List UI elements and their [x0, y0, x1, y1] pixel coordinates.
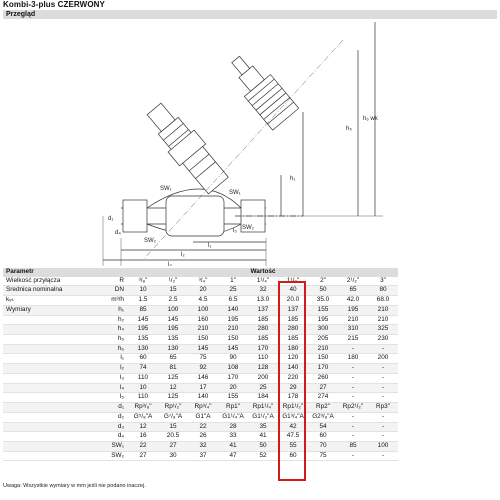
table-cell: Rp³/₄": [188, 403, 218, 413]
table-cell: 145: [128, 315, 158, 325]
table-row: [3, 373, 398, 383]
table-cell: Rp1": [218, 403, 248, 413]
table-cell: 22: [188, 422, 218, 432]
table-cell: 195: [158, 325, 188, 335]
table-cell: 150: [188, 335, 218, 345]
table-cell: 2.5: [158, 296, 188, 306]
product-title: Kombi-3-plus CZERWONY: [3, 0, 105, 9]
table-cell: 50: [248, 441, 278, 451]
table-cell: 155: [308, 305, 338, 315]
table-cell: 210: [368, 315, 398, 325]
table-cell: 137: [248, 305, 278, 315]
table-cell: 300: [308, 325, 338, 335]
dim-label-l5: l₅: [233, 228, 237, 234]
row-label: [3, 393, 85, 403]
table-cell: 60: [278, 451, 308, 461]
table-cell: 125: [158, 393, 188, 403]
table-row: [3, 354, 398, 364]
table-row: [3, 325, 398, 335]
table-cell: 145: [188, 344, 218, 354]
row-symbol: l₂: [85, 364, 128, 374]
table-cell: 125: [158, 373, 188, 383]
table-cell: 22: [128, 441, 158, 451]
table-cell: 140: [188, 393, 218, 403]
table-cell: 274: [308, 393, 338, 403]
table-row: [3, 412, 398, 422]
table-cell: 210: [368, 305, 398, 315]
overview-section-header: Przegląd: [3, 10, 497, 19]
table-cell: -: [368, 364, 398, 374]
table-cell: ¹/₂": [158, 277, 188, 286]
table-cell: 27: [128, 451, 158, 461]
row-symbol: d₁: [85, 403, 128, 413]
table-cell: 145: [218, 344, 248, 354]
row-label: [3, 432, 85, 442]
table-cell: 140: [218, 305, 248, 315]
table-cell: G1¹/₄"A: [218, 412, 248, 422]
table-cell: 100: [188, 305, 218, 315]
table-cell: 20: [188, 286, 218, 296]
table-cell: 108: [218, 364, 248, 374]
table-cell: G1¹/₂"A: [248, 412, 278, 422]
table-cell: 32: [248, 286, 278, 296]
table-row: [3, 364, 398, 374]
table-cell: 146: [188, 373, 218, 383]
table-cell: 75: [188, 354, 218, 364]
table-cell: 170: [308, 364, 338, 374]
row-symbol: l₄: [85, 383, 128, 393]
table-cell: 180: [278, 344, 308, 354]
row-symbol: SW₁: [85, 441, 128, 451]
row-label: Średnica nominalna: [3, 286, 85, 296]
table-cell: 85: [128, 305, 158, 315]
table-cell: G⁷/₈"A: [158, 412, 188, 422]
table-cell: 33: [218, 432, 248, 442]
dim-label-h6: h₆ wk: [363, 116, 378, 122]
table-cell: 205: [308, 335, 338, 345]
valve-technical-drawing: [3, 20, 497, 266]
table-cell: 27: [308, 383, 338, 393]
table-row: [3, 277, 398, 286]
table-cell: 1¹/₂": [278, 277, 308, 286]
table-cell: 35: [248, 422, 278, 432]
table-cell: 20.0: [278, 296, 308, 306]
table-row: [3, 335, 398, 345]
table-cell: 2¹/₂": [338, 277, 368, 286]
table-cell: Rp1¹/₄": [248, 403, 278, 413]
table-cell: G1³/₄"A: [278, 412, 308, 422]
table-cell: 3": [368, 277, 398, 286]
table-cell: 178: [278, 393, 308, 403]
table-cell: 65: [158, 354, 188, 364]
spec-table: [3, 268, 398, 461]
row-label: [3, 451, 85, 461]
table-cell: 29: [278, 383, 308, 393]
table-cell: 145: [158, 315, 188, 325]
table-header-row: [3, 268, 398, 277]
table-cell: 325: [368, 325, 398, 335]
table-cell: 185: [248, 335, 278, 345]
table-cell: 10: [128, 383, 158, 393]
table-cell: 90: [218, 354, 248, 364]
table-cell: 120: [278, 354, 308, 364]
table-cell: 210: [188, 325, 218, 335]
table-cell: -: [368, 383, 398, 393]
row-symbol: l₁: [85, 354, 128, 364]
table-cell: 15: [158, 286, 188, 296]
table-row: [3, 432, 398, 442]
row-symbol: l₃: [85, 373, 128, 383]
table-cell: 150: [308, 354, 338, 364]
table-cell: 184: [248, 393, 278, 403]
row-symbol: h₂: [85, 315, 128, 325]
row-label: [3, 422, 85, 432]
table-cell: 70: [308, 441, 338, 451]
row-label: [3, 373, 85, 383]
table-cell: 85: [338, 441, 368, 451]
table-cell: 210: [308, 344, 338, 354]
table-cell: 195: [128, 325, 158, 335]
row-symbol: h₄: [85, 325, 128, 335]
table-row: [3, 344, 398, 354]
table-cell: 20.5: [158, 432, 188, 442]
table-cell: 150: [218, 335, 248, 345]
table-cell: 17: [188, 383, 218, 393]
row-label: [3, 412, 85, 422]
row-label: [3, 315, 85, 325]
table-row: [3, 286, 398, 296]
dim-label-sw2-left: SW₂: [144, 238, 156, 244]
table-row: [3, 315, 398, 325]
table-cell: 12: [158, 383, 188, 393]
table-cell: Rp3": [368, 403, 398, 413]
table-cell: 200: [248, 373, 278, 383]
table-cell: 81: [158, 364, 188, 374]
table-cell: 65: [338, 286, 368, 296]
table-cell: ³/₄": [188, 277, 218, 286]
value-header: Wartość: [128, 268, 398, 277]
table-cell: -: [368, 344, 398, 354]
param-header: Parametr: [3, 268, 128, 277]
table-cell: -: [338, 451, 368, 461]
table-cell: -: [368, 451, 398, 461]
table-cell: G1"A: [188, 412, 218, 422]
table-cell: 135: [128, 335, 158, 345]
table-cell: 310: [338, 325, 368, 335]
table-cell: 41: [248, 432, 278, 442]
table-cell: 210: [338, 315, 368, 325]
table-cell: 6.5: [218, 296, 248, 306]
table-cell: 37: [188, 451, 218, 461]
table-cell: 195: [338, 305, 368, 315]
table-cell: 110: [128, 393, 158, 403]
table-row: [3, 451, 398, 461]
table-cell: 140: [278, 364, 308, 374]
table-cell: 32: [188, 441, 218, 451]
table-cell: 25: [248, 383, 278, 393]
table-cell: 2": [308, 277, 338, 286]
table-cell: 200: [368, 354, 398, 364]
table-cell: 52: [248, 451, 278, 461]
table-cell: 68.0: [368, 296, 398, 306]
table-cell: 280: [248, 325, 278, 335]
table-cell: 130: [128, 344, 158, 354]
table-cell: 185: [248, 315, 278, 325]
table-cell: 1": [218, 277, 248, 286]
table-cell: Rp2¹/₂": [338, 403, 368, 413]
row-symbol: DN: [85, 286, 128, 296]
row-label: [3, 441, 85, 451]
table-cell: -: [338, 383, 368, 393]
table-cell: 28: [218, 422, 248, 432]
table-cell: 75: [308, 451, 338, 461]
row-label: Wielkość przyłącza: [3, 277, 85, 286]
table-cell: 100: [158, 305, 188, 315]
table-cell: 50: [308, 286, 338, 296]
table-cell: 128: [248, 364, 278, 374]
table-cell: 137: [278, 305, 308, 315]
table-cell: 1¹/₄": [248, 277, 278, 286]
table-cell: ³/₈": [128, 277, 158, 286]
table-cell: 195: [218, 315, 248, 325]
dim-label-d4: d₄: [115, 230, 121, 236]
table-row: [3, 393, 398, 403]
dim-label-sw1-left: SW₁: [160, 186, 172, 192]
table-cell: Rp¹/₂": [158, 403, 188, 413]
table-cell: 4.5: [188, 296, 218, 306]
table-cell: -: [368, 373, 398, 383]
row-label: [3, 403, 85, 413]
dim-label-sw1-right: SW₁: [229, 190, 241, 196]
table-cell: 170: [248, 344, 278, 354]
table-cell: -: [338, 432, 368, 442]
dim-label-l2: l₂: [181, 252, 185, 258]
table-cell: 185: [278, 315, 308, 325]
table-cell: 10: [128, 286, 158, 296]
table-row: [3, 383, 398, 393]
table-row: [3, 403, 398, 413]
table-cell: 215: [338, 335, 368, 345]
table-cell: 42: [278, 422, 308, 432]
table-cell: 20: [218, 383, 248, 393]
table-cell: 260: [308, 373, 338, 383]
table-cell: -: [368, 422, 398, 432]
table-cell: 185: [278, 335, 308, 345]
row-label: [3, 364, 85, 374]
table-cell: 13.0: [248, 296, 278, 306]
table-cell: -: [338, 344, 368, 354]
table-row: [3, 296, 398, 306]
row-symbol: SW₂: [85, 451, 128, 461]
row-symbol: d₂: [85, 412, 128, 422]
table-cell: 60: [308, 432, 338, 442]
table-cell: -: [368, 412, 398, 422]
dim-label-h1: h₁: [290, 176, 296, 182]
table-cell: 27: [158, 441, 188, 451]
table-cell: 130: [158, 344, 188, 354]
dim-label-sw2-right: SW₂: [242, 225, 254, 231]
table-cell: 47.5: [278, 432, 308, 442]
table-cell: 26: [188, 432, 218, 442]
dim-label-l3: l₃: [168, 262, 172, 266]
row-symbol: d₃: [85, 422, 128, 432]
table-cell: 135: [158, 335, 188, 345]
table-cell: -: [368, 432, 398, 442]
row-label: [3, 344, 85, 354]
table-cell: 60: [128, 354, 158, 364]
table-cell: 47: [218, 451, 248, 461]
table-cell: -: [338, 412, 368, 422]
row-symbol: h₅: [85, 335, 128, 345]
table-cell: Rp1¹/₂": [278, 403, 308, 413]
table-cell: -: [338, 373, 368, 383]
row-label: [3, 325, 85, 335]
table-cell: 230: [368, 335, 398, 345]
row-symbol: h₁: [85, 305, 128, 315]
table-cell: 195: [308, 315, 338, 325]
row-label: kᵥₛ: [3, 296, 85, 306]
table-cell: 110: [248, 354, 278, 364]
table-cell: G⁵/₈"A: [128, 412, 158, 422]
row-symbol: R: [85, 277, 128, 286]
footnote: Uwaga: Wszystkie wymiary w mm jeśli nie podano inaczej.: [3, 483, 146, 489]
table-cell: 180: [338, 354, 368, 364]
dim-label-l1: l₁: [208, 243, 212, 249]
table-cell: 35.0: [308, 296, 338, 306]
table-cell: Rp³/₈": [128, 403, 158, 413]
row-label: Wymiary: [3, 305, 85, 315]
table-cell: 80: [368, 286, 398, 296]
table-cell: Rp2": [308, 403, 338, 413]
table-cell: 280: [278, 325, 308, 335]
dim-label-d1: d₁: [108, 216, 114, 222]
table-cell: 25: [218, 286, 248, 296]
table-cell: G2³/₈"A: [308, 412, 338, 422]
table-cell: 30: [158, 451, 188, 461]
table-cell: 40: [278, 286, 308, 296]
table-cell: 74: [128, 364, 158, 374]
table-cell: 170: [218, 373, 248, 383]
table-cell: 220: [278, 373, 308, 383]
row-label: [3, 383, 85, 393]
row-symbol: d₄: [85, 432, 128, 442]
table-cell: 12: [128, 422, 158, 432]
table-cell: 1.5: [128, 296, 158, 306]
row-symbol: l₅: [85, 393, 128, 403]
row-symbol: h₆: [85, 344, 128, 354]
table-cell: 15: [158, 422, 188, 432]
table-cell: -: [338, 393, 368, 403]
dim-label-h5: h₅: [346, 126, 352, 132]
table-row: [3, 441, 398, 451]
table-cell: 41: [218, 441, 248, 451]
table-cell: -: [338, 364, 368, 374]
table-cell: 16: [128, 432, 158, 442]
table-cell: 210: [218, 325, 248, 335]
table-cell: 42.0: [338, 296, 368, 306]
table-cell: 110: [128, 373, 158, 383]
table-cell: 160: [188, 315, 218, 325]
table-cell: 155: [218, 393, 248, 403]
row-label: [3, 335, 85, 345]
row-label: [3, 354, 85, 364]
row-symbol: m³/h: [85, 296, 128, 306]
table-cell: 54: [308, 422, 338, 432]
table-cell: 100: [368, 441, 398, 451]
table-cell: -: [338, 422, 368, 432]
table-cell: -: [368, 393, 398, 403]
table-cell: 55: [278, 441, 308, 451]
table-row: [3, 305, 398, 315]
table-cell: 92: [188, 364, 218, 374]
table-row: [3, 422, 398, 432]
